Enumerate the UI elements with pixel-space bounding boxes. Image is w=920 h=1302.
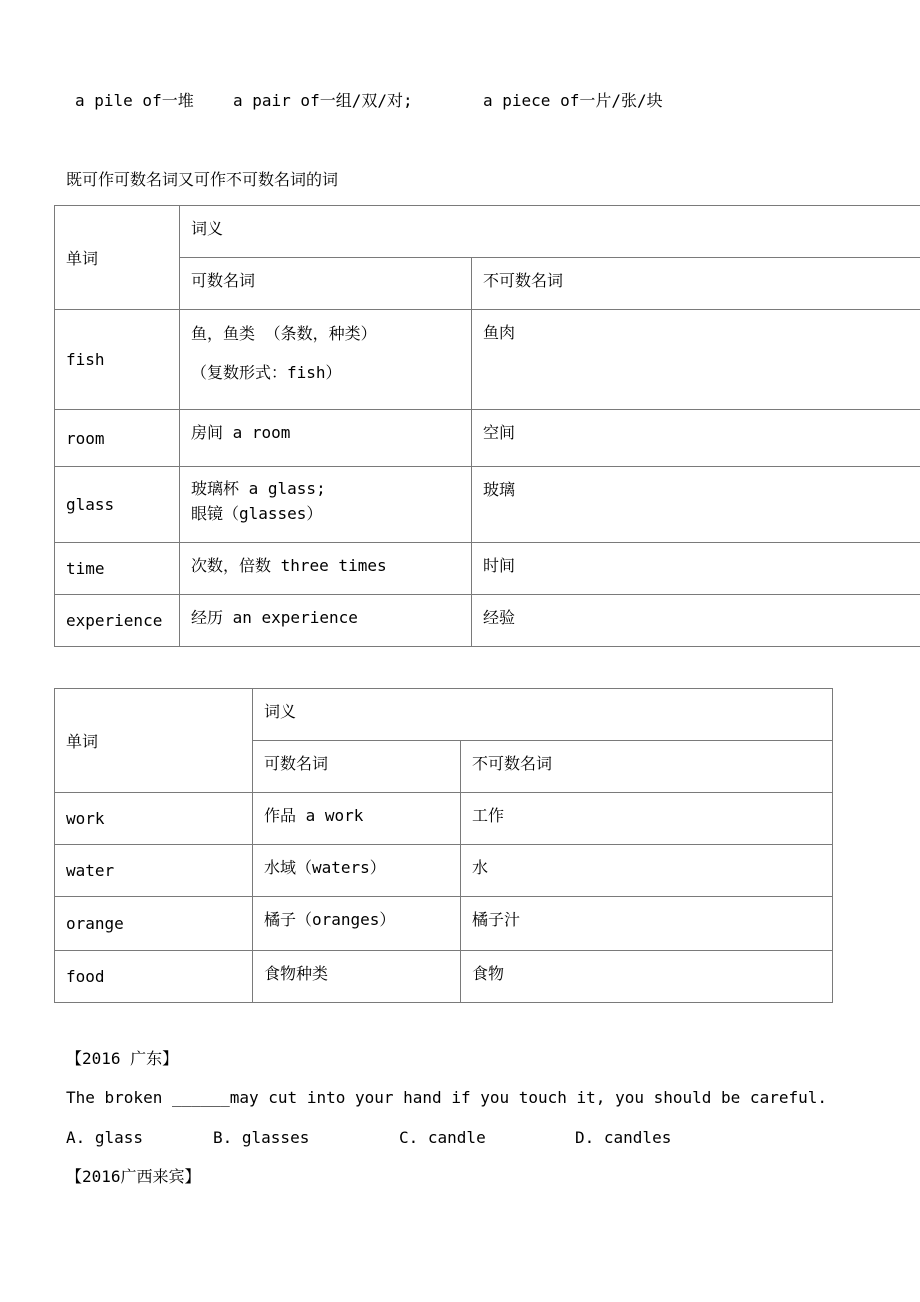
option-d: D. candles [575, 1128, 672, 1147]
header-word: 单词 [55, 689, 253, 793]
countable-cell: 水域（waters） [253, 845, 461, 897]
exam-question: The broken ______may cut into your hand if you touch it, you should be careful. [66, 1088, 827, 1107]
noun-table-2 [54, 688, 833, 1003]
option-a: A. glass [66, 1128, 144, 1147]
table-row [55, 845, 833, 897]
header-uncountable: 不可数名词 [472, 258, 920, 310]
phrase-piece: a piece of一片/张/块 [483, 91, 663, 110]
uncountable-cell: 水 [461, 845, 833, 897]
word-cell: work [55, 793, 253, 845]
countable-cell: 鱼，鱼类 （条数，种类） （复数形式：fish） [180, 310, 472, 410]
exam-label-guangdong: 【2016 广东】 [66, 1049, 179, 1068]
phrase-pile: a pile of一堆 [75, 91, 194, 110]
table-row [55, 467, 920, 543]
table-row [55, 897, 833, 951]
uncountable-cell: 鱼肉 [472, 310, 920, 410]
uncountable-cell: 橘子汁 [461, 897, 833, 951]
table-row [55, 310, 920, 410]
word-cell: room [55, 410, 180, 467]
word-cell: glass [55, 467, 180, 543]
countable-cell: 房间 a room [180, 410, 472, 467]
countable-cell: 次数，倍数 three times [180, 543, 472, 595]
table-row [55, 951, 833, 1003]
exam-label-guangxi: 【2016广西来宾】 [66, 1167, 201, 1186]
header-countable: 可数名词 [253, 741, 461, 793]
countable-cell: 玻璃杯 a glass; 眼镜（glasses） [180, 467, 472, 543]
table-row [55, 543, 920, 595]
uncountable-cell: 经验 [472, 595, 920, 647]
uncountable-cell: 工作 [461, 793, 833, 845]
uncountable-cell: 食物 [461, 951, 833, 1003]
phrase-pair: a pair of一组/双/对; [233, 91, 413, 110]
option-c: C. candle [399, 1128, 486, 1147]
word-cell: water [55, 845, 253, 897]
countable-cell: 经历 an experience [180, 595, 472, 647]
section-heading: 既可作可数名词又可作不可数名词的词 [66, 170, 339, 189]
uncountable-cell: 空间 [472, 410, 920, 467]
uncountable-cell: 玻璃 [472, 467, 920, 543]
table-row [55, 793, 833, 845]
header-meaning: 词义 [180, 206, 920, 258]
header-uncountable: 不可数名词 [461, 741, 833, 793]
countable-cell: 食物种类 [253, 951, 461, 1003]
word-cell: fish [55, 310, 180, 410]
option-b: B. glasses [213, 1128, 310, 1147]
uncountable-cell: 时间 [472, 543, 920, 595]
word-cell: experience [55, 595, 180, 647]
noun-table-1 [54, 205, 920, 647]
word-cell: food [55, 951, 253, 1003]
word-cell: orange [55, 897, 253, 951]
table-row [55, 410, 920, 467]
word-cell: time [55, 543, 180, 595]
header-countable: 可数名词 [180, 258, 472, 310]
header-meaning: 词义 [253, 689, 833, 741]
table-row [55, 595, 920, 647]
countable-cell: 作品 a work [253, 793, 461, 845]
header-word: 单词 [55, 206, 180, 310]
countable-cell: 橘子（oranges） [253, 897, 461, 951]
